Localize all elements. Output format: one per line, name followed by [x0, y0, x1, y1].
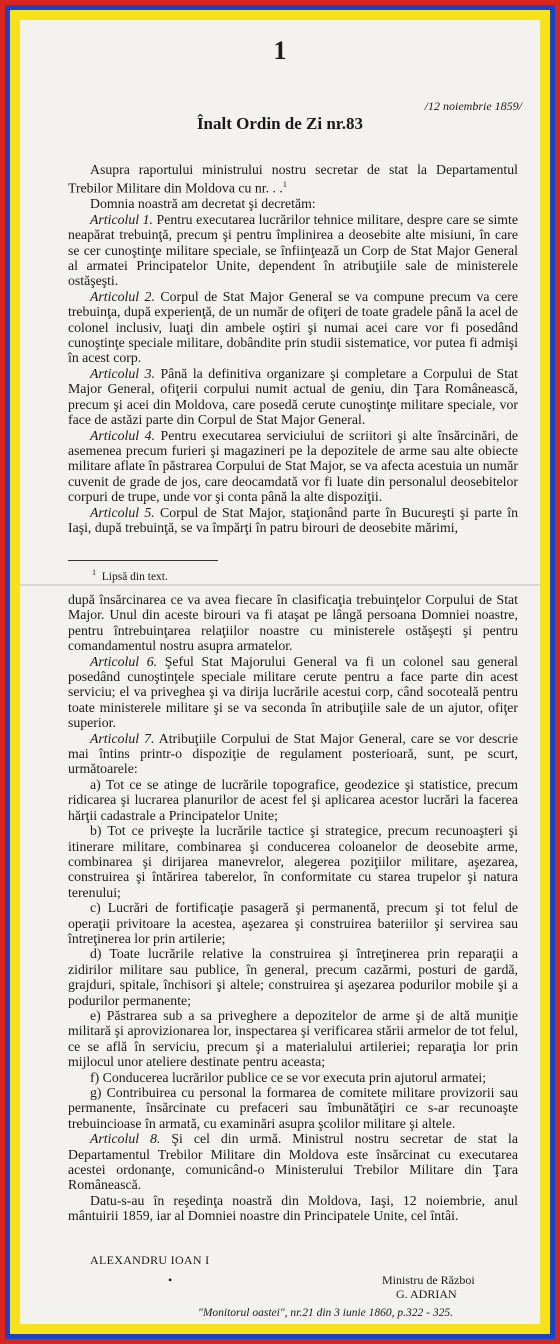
footnote-text: Lipsă din text.: [101, 570, 168, 583]
intro-paragraph: [68, 162, 518, 196]
article-2-label: Articolul 2.: [90, 288, 155, 304]
article-2-text: Corpul de Stat Major General se va compune precum va cere trebuinţa, după experienţă, de un număr de ofiţeri de toate gradele până la acel de colonel inclusiv, luaţi din ambele oştiri şi numai acei care vor fi posedând cunoştinţe speciale militare, dobândite prin studii sistematice, vor putea fi admişi în acest corp.: [68, 288, 518, 366]
item-g: g) Contribuirea cu personal la formarea de comitete militare provizorii sau permanente, însărcinate cu prefaceri sau îmbunătăţiri ce s-ar recunoaşte trebuincioase în armată, cu examinări asupra şcolilor militare şi altele.: [68, 1085, 518, 1131]
minister-name: G. ADRIAN: [396, 1287, 457, 1301]
article-2: [68, 289, 518, 366]
article-7-text: Atribuţiile Corpului de Stat Major General, care se vor descrie mai întins printr-o dispoziţie de regulament posterioară, sunt, pe scurt, următoarele:: [68, 730, 518, 777]
page-number: 1: [273, 36, 287, 65]
article-4-label: Articolul 4.: [90, 427, 155, 443]
article-4: [68, 428, 518, 505]
item-e: e) Păstrarea sub a sa priveghere a depozitelor de arme şi de altă muniţie militară şi aprovizionarea lor, inspectarea şi verificarea stării armelor de tot felul, ce se află în serviciu, precum şi a materialului artileriei; reparaţia lor prin mijlocul unor ateliere destinate pentru aceasta;: [68, 1007, 518, 1070]
article-5-label: Articolul 5.: [90, 504, 155, 520]
article-5-text: Corpul de Stat Major, staţionând parte în Bucureşti şi parte în Iaşi, după trebuinţă, se va împărţi în patru birouri de deosebite mărimi,: [68, 504, 518, 535]
footnote-mark: 1: [92, 568, 96, 577]
article-4-text: Pentru executarea serviciului de scriitori şi alte însărcinări, de asemenea precum furieri şi magazineri pe la depozitele de arme sau alte obiecte militare aflate în păstrarea Corpului de Stat Major, se va afecta acestuia un număr cuvenit de grade de jos, care deocamdată vor fi luate din personalul deosebitelor corpuri de trupe, unde vor şi conta până la alte dispoziţii.: [68, 427, 518, 505]
text-block-bottom: [68, 592, 518, 1224]
document-page: [20, 20, 540, 1324]
item-c: c) Lucrări de fortificaţie pasageră şi permanentă, precum şi tot felul de operaţii privitoare la acestea, aşezarea şi construirea bateriilor şi servirea sau întreţinerea lor prin artilerie;: [68, 900, 518, 946]
minister-title: Ministru de Război: [382, 1273, 475, 1287]
article-7-label: Articolul 7.: [90, 730, 155, 746]
decree-line: Domnia noastră am decretat şi decretăm:: [90, 196, 316, 212]
intro-text: Asupra raportului ministrului nostru secretar de stat la Departamentul Trebilor Militare din Moldova cu nr. . .: [68, 162, 518, 196]
article-7: [68, 731, 518, 777]
text-block-top: [68, 162, 518, 535]
article-6-label: Articolul 6.: [90, 653, 158, 669]
closing-paragraph: Datu-s-au în reşedinţa noastră din Moldova, Iaşi, 12 noiembrie, anul mântuirii 1859, iar al Domniei noastre din Principatele Unite, cel întâi.: [68, 1192, 518, 1224]
article-3: [68, 366, 518, 428]
bullet-mark: •: [168, 1273, 173, 1287]
document-date: /12 noiembrie 1859/: [424, 99, 522, 113]
article-8: [68, 1131, 518, 1193]
article-8-text: Şi cel din urmă. Ministrul nostru secretar de stat la Departamentul Trebilor Militare din Moldova este însărcinat cu executarea acestei ordonanţe, comunicând-o Ministerului Trebilor Militare din Ţara Românească.: [68, 1131, 518, 1193]
article-8-label: Articolul 8.: [90, 1131, 161, 1147]
document-title: Înalt Ordin de Zi nr.83: [196, 114, 364, 133]
article-1-label: Articolul 1.: [90, 211, 153, 227]
item-a: a) Tot ce se atinge de lucrările topografice, geodezice şi statistice, precum ridicarea şi lucrarea planurilor de acest fel şi aplicarea acestor lucrări la facerea hărţii cadastrale a Principatelor Unite;: [68, 776, 518, 823]
item-d: d) Toate lucrările relative la construirea şi întreţinerea prin reparaţii a zidirilor militare sau publice, în general, precum cazărmi, posturi de gardă, grajduri, spitale, închisori şi altele; construirea şi aşezarea podurilor mobile şi a podurilor permanente;: [68, 946, 518, 1008]
article-3-label: Articolul 3.: [90, 365, 155, 381]
page-separator: [20, 584, 540, 586]
signature-prince: ALEXANDRU IOAN I: [90, 1253, 210, 1267]
item-f: f) Conducerea lucrărilor publice ce se vor executa prin ajutorul armatei;: [90, 1069, 487, 1085]
article-1: [68, 212, 518, 289]
continuation-paragraph: după însărcinarea ce va avea fiecare în clasificaţia trebuinţelor Corpului de Stat Major. Unul din aceste birouri va fi ataşat pe lângă persoana Domniei noastre, pentru întrebuinţarea relaţiilor noastre cu ministerele ostăşeşti şi pentru comandamentul nostru asupra armatelor.: [68, 592, 518, 654]
article-1-text: Pentru executarea lucrărilor tehnice militare, despre care se simte neapărat trebuinţă, precum şi pentru împlinirea a deosebite alte misiuni, în care se cer cunoştinţe militare speciale, se înfiinţează un Corp de Stat Major General al armatei Principatelor Unite, dependent în atribuţiile sale de ministerele ostăşeşti.: [68, 211, 518, 289]
article-6: [68, 654, 518, 731]
signature-minister: [382, 1273, 475, 1301]
article-3-text: Până la definitiva organizare şi completare a Corpului de Stat Major General, ofiţerii corpului numit actual de geniu, din Ţara Românească, precum şi acei din Moldova, care posedă cerute cunoştinţe militare speciale, vor face de astăzi parte din Corpul de Stat Major General.: [68, 365, 518, 428]
source-citation: "Monitorul oastei", nr.21 din 3 iunie 1860, p.322 - 325.: [198, 1307, 453, 1319]
footnote-rule: [68, 560, 218, 561]
footnote-ref: 1: [282, 180, 287, 190]
article-5: [68, 505, 518, 536]
item-b: b) Tot ce priveşte la lucrările tactice şi strategice, precum recunoaşteri şi itinerare militare, combinarea şi conducerea coloanelor de deosebite arme, combinarea şi dirijarea manevrelor, alegerea poziţiilor militare, aşezarea, construirea şi întărirea taberelor, în conformitate cu starea trupelor şi natura terenului;: [68, 823, 518, 900]
article-6-text: Şeful Stat Majorului General va fi un colonel sau general posedând cunoştinţele speciale militare cerute pentru a face parte din acest serviciu; el va priveghea şi va dirija lucrările acestui corp, când socoteală pentru toate ministerele militare şi se va seconda în atribuţiile sale de un ajutor, ofiţer superior.: [68, 653, 519, 731]
footnote: [92, 568, 168, 583]
